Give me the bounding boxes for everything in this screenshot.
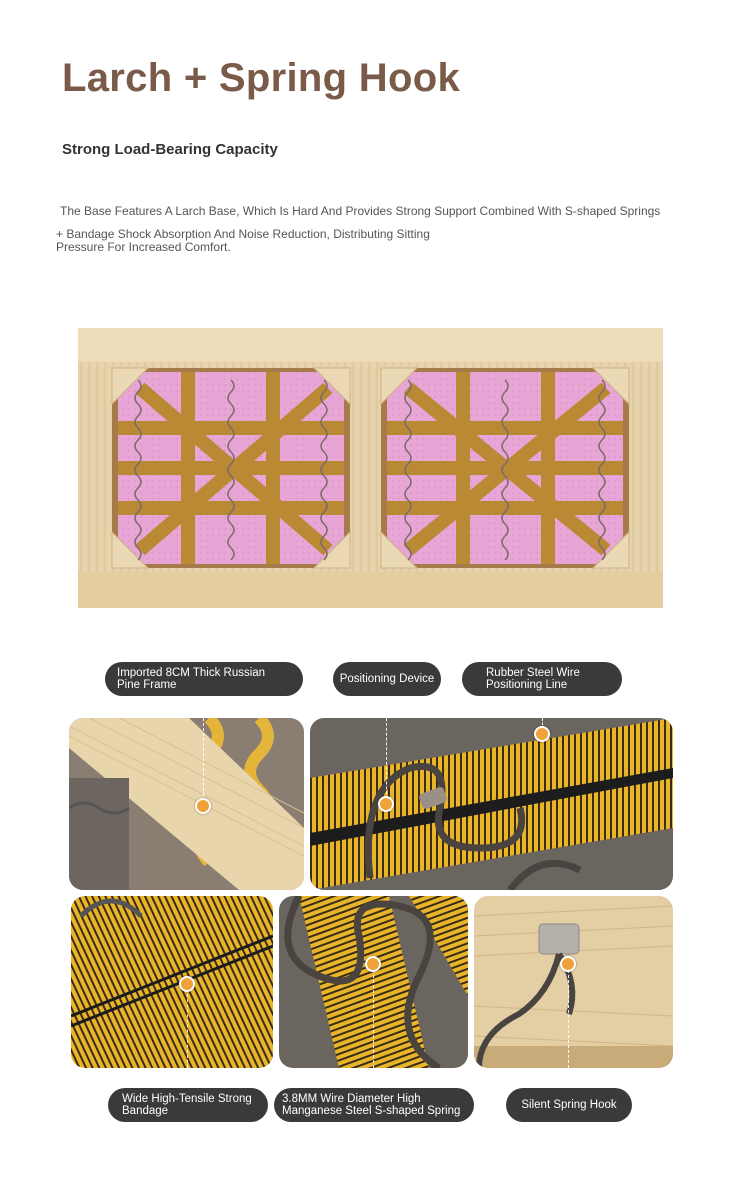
marker-dot <box>365 956 381 972</box>
page-title: Larch + Spring Hook <box>62 56 460 100</box>
description-line-1: The Base Features A Larch Base, Which Is Hard And Provides Strong Support Combined With S-shaped Springs <box>60 204 661 218</box>
marker-dot <box>534 726 550 742</box>
photo-bandage <box>71 896 273 1068</box>
sofa-base-frame-image <box>78 328 663 608</box>
callout-pine-frame-label: Imported 8CM Thick Russian Pine Frame <box>117 667 266 691</box>
callout-spring-hook <box>506 1088 632 1122</box>
photo-s-spring <box>279 896 468 1068</box>
marker-dot <box>378 796 394 812</box>
callout-bandage <box>108 1088 268 1122</box>
marker-dot <box>195 798 211 814</box>
page-subtitle: Strong Load-Bearing Capacity <box>62 141 278 158</box>
photo-positioning-device <box>310 718 673 890</box>
callout-positioning-device-label: Positioning Device <box>339 673 435 685</box>
callout-pine-frame <box>105 662 303 696</box>
photo-pine-frame <box>69 718 304 890</box>
description-line-2: + Bandage Shock Absorption And Noise Reduction, Distributing Sitting Pressure For Increased Comfort. <box>56 227 430 254</box>
marker-dot <box>179 976 195 992</box>
photo-spring-hook <box>474 896 673 1068</box>
callout-positioning-line <box>462 662 622 696</box>
callout-spring-hook-label: Silent Spring Hook <box>521 1099 617 1111</box>
callout-bandage-label: Wide High-Tensile Strong Bandage <box>122 1093 252 1117</box>
callout-s-spring-label: 3.8MM Wire Diameter High Manganese Steel S-shaped Spring <box>282 1093 461 1117</box>
marker-dot <box>560 956 576 972</box>
callout-s-spring <box>274 1088 474 1122</box>
callout-positioning-line-label: Rubber Steel Wire Positioning Line <box>486 667 580 691</box>
callout-positioning-device <box>333 662 441 696</box>
